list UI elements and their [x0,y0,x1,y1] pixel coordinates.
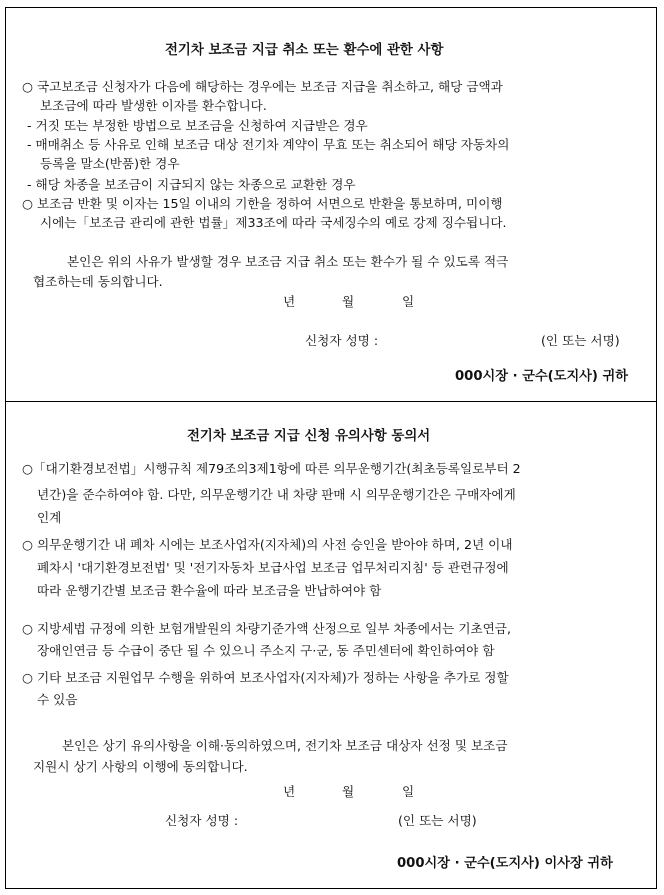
section2-consent-line2: 지원시 상기 사항의 이행에 동의합니다. [33,759,248,774]
section2-date-month: 월 [342,784,355,799]
section2-item2-line1: ○ 의무운행기간 내 폐차 시에는 보조사업자(지자체)의 사전 승인을 받아야 하며, 2년 이내 [22,537,513,552]
section2-consent-line1: 본인은 상기 유의사항을 이해·동의하였으며, 전기차 보조금 대상자 선정 및 보조금 [62,738,508,753]
section2-title: 전기차 보조금 지급 신청 유의사항 동의서 [187,429,431,444]
section2-date-day: 일 [402,784,415,799]
section2-item2-line3: 따라 운행기간별 보조금 환수율에 따라 보조금을 반납하여야 함 [37,583,382,598]
section1-sub2-line2: 등록을 말소(반품)한 경우 [40,156,180,171]
section1-item1-line2: 보조금에 따라 발생한 이자를 환수합니다. [40,98,267,113]
section2-applicant-label: 신청자 성명 : [165,813,239,828]
section1-date-month: 월 [342,294,355,309]
section1-sub1: - 거짓 또는 부정한 방법으로 보조금을 신청하여 지급받은 경우 [27,118,368,133]
section-divider [5,401,657,402]
section2-item4-line1: ○ 기타 보조금 지원업무 수행을 위하여 보조사업자(지자체)가 정하는 사항을 추가로 정할 [22,670,509,685]
section2-item3-line1: ○ 지방세법 규정에 의한 보험개발원의 차량기준가액 산정으로 일부 차종에서는 기초연금, [22,621,511,636]
section2-item2-line2: 폐차시 '대기환경보전법' 및 '전기자동차 보급사업 보조금 업무처리지침' 등 관련규정에 [37,560,509,575]
section1-addressee: 000시장 · 군수(도지사) 귀하 [455,369,629,384]
section2-item1-line3: 인계 [37,510,62,525]
section1-date-day: 일 [402,294,415,309]
section1-consent-line1: 본인은 위의 사유가 발생할 경우 보조금 지급 취소 또는 환수가 될 수 있도록 적극 [67,254,509,269]
section1-applicant-label: 신청자 성명 : [305,333,379,348]
section1-item2-line1: ○ 보조금 반환 및 이자는 15일 이내의 기한을 정하여 서면으로 반환을 통보하며, 미이행 [22,196,503,211]
section2-item1-line1: ○「대기환경보전법」시행규칙 제79조의3제1항에 따른 의무운행기간(최초등록일로부터 2 [22,461,521,476]
section1-date-year: 년 [283,294,296,309]
section2-item1-line2: 년간)을 준수하여야 함. 다만, 의무운행기간 내 차량 판매 시 의무운행기간은 구매자에게 [37,487,516,502]
section2-item4-line2: 수 있음 [37,692,78,707]
section1-seal-label: (인 또는 서명) [541,333,620,348]
section1-sub2-line1: - 매매취소 등 사유로 인해 보조금 대상 전기차 계약이 무효 또는 취소되어 해당 자동차의 [27,137,510,152]
section2-seal-label: (인 또는 서명) [398,813,477,828]
section1-title: 전기차 보조금 지급 취소 또는 환수에 관한 사항 [165,43,444,58]
section1-sub3: - 해당 차종을 보조금이 지급되지 않는 차종으로 교환한 경우 [27,177,356,192]
section2-addressee: 000시장 · 군수(도지사) 이사장 귀하 [397,856,613,871]
section2-date-year: 년 [283,784,296,799]
section1-item1-line1: ○ 국고보조금 신청자가 다음에 해당하는 경우에는 보조금 지급을 취소하고, 해당 금액과 [22,79,503,94]
section1-item2-line2: 시에는「보조금 관리에 관한 법률」제33조에 따라 국세징수의 예로 강제 징수됩니다. [40,215,507,230]
section1-consent-line2: 협조하는데 동의합니다. [33,274,163,289]
section2-item3-line2: 장애인연금 등 수급이 중단 될 수 있으니 주소지 구·군, 동 주민센터에 확인하여야 함 [37,643,495,658]
